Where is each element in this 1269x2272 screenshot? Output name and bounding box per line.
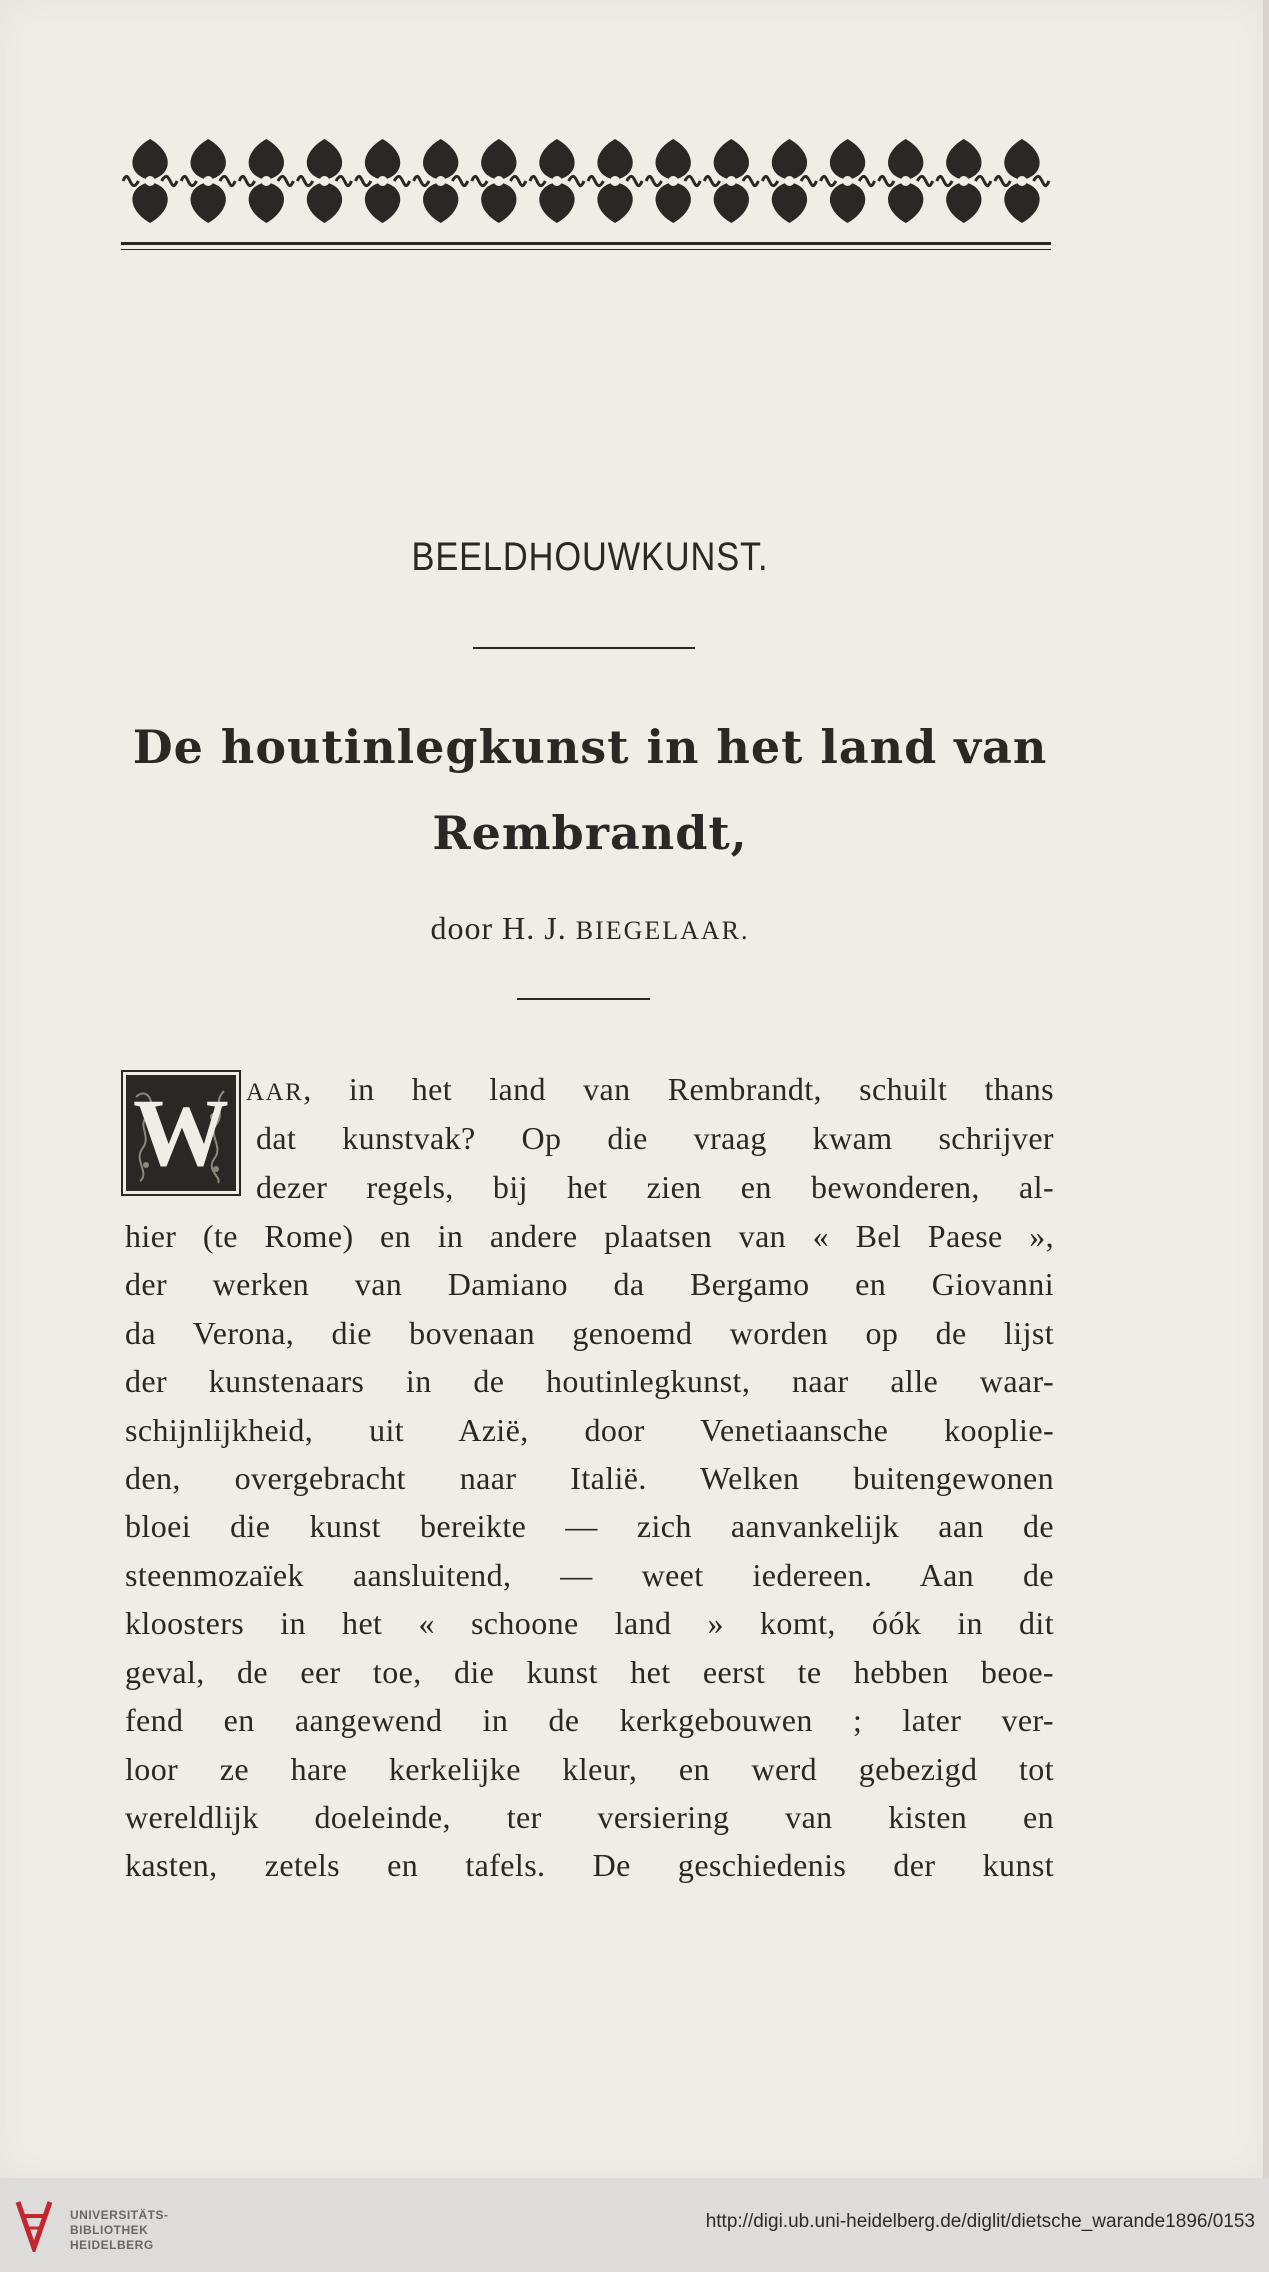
decorated-initial [126, 1075, 236, 1191]
ornament-motif [414, 139, 468, 223]
library-name-line-3: HEIDELBERG [70, 2238, 154, 2252]
body-line [246, 1069, 1054, 1113]
ornamental-header-band [121, 135, 1051, 227]
article-title-line-1: De houtinlegkunst in het land van [132, 720, 1048, 774]
ornament-motif [646, 139, 700, 223]
article-title-line-2: Rembrandt, [432, 806, 748, 860]
first-line-rest: , in het land van Rembrandt, schuilt thans [303, 1071, 1054, 1107]
ornament-rule-thick [121, 242, 1051, 245]
ornament-motif [181, 139, 235, 223]
ornament-motif [530, 139, 584, 223]
body-line: dat kunstvak? Op die vraag kwam schrijver [256, 1120, 1054, 1156]
viewer-footer [0, 2178, 1269, 2272]
body-line: da Verona, die bovenaan genoemd worden op de lijst [125, 1315, 1054, 1351]
ornament-motif [995, 139, 1049, 223]
body-line: dezer regels, bij het zien en bewonderen, al- [256, 1169, 1054, 1205]
ornament-motif [588, 139, 642, 223]
library-name-line-1: UNIVERSITÄTS- [70, 2208, 169, 2222]
body-line: der werken van Damiano da Bergamo en Giovanni [125, 1266, 1054, 1302]
body-line: steenmozaïek aansluitend, — weet iedereen. Aan de [125, 1557, 1054, 1593]
body-line: wereldlijk doeleinde, ter versiering van kisten en [125, 1799, 1054, 1835]
ornament-motif [239, 139, 293, 223]
author-name: BIEGELAAR. [575, 916, 750, 945]
ornament-motif [123, 139, 177, 223]
ornament-motif [879, 139, 933, 223]
body-line: hier (te Rome) en in andere plaatsen van « Bel Paese », [125, 1218, 1054, 1254]
byline-divider-rule [517, 998, 650, 1000]
ornament-rule-thin [121, 249, 1051, 250]
body-line: kloosters in het « schoone land » komt, óók in dit [125, 1605, 1054, 1641]
body-line: schijnlijkheid, uit Azië, door Venetiaansche kooplie- [125, 1412, 1054, 1448]
ornament-motif [704, 139, 758, 223]
body-line: geval, de eer toe, die kunst het eerst te hebben beoe- [125, 1654, 1054, 1690]
body-line: fend en aangewend in de kerkgebouwen ; later ver- [125, 1702, 1054, 1738]
university-library-logo-icon[interactable] [12, 2198, 56, 2252]
first-word-caps: AAR [246, 1079, 304, 1106]
heading-divider-rule [473, 647, 695, 649]
permalink-url[interactable]: http://digi.ub.uni-heidelberg.de/diglit/dietsche_warande1896/0153 [705, 2211, 1255, 2232]
ornament-motif [356, 139, 410, 223]
ornament-motif [297, 139, 351, 223]
body-line: kasten, zetels en tafels. De geschiedenis der kunst [125, 1847, 1054, 1883]
byline-prefix: door H. J. [430, 910, 576, 946]
body-line: loor ze hare kerkelijke kleur, en werd gebezigd tot [125, 1751, 1054, 1787]
body-line: den, overgebracht naar Italië. Welken buitengewonen [125, 1460, 1054, 1496]
library-name-line-2: BIBLIOTHEK [70, 2223, 149, 2237]
author-byline [0, 910, 1180, 947]
ornament-motif [762, 139, 816, 223]
body-line: der kunstenaars in de houtinlegkunst, naar alle waar- [125, 1363, 1054, 1399]
body-line: bloei die kunst bereikte — zich aanvankelijk aan de [125, 1508, 1054, 1544]
ornament-motif [937, 139, 991, 223]
page-edge-shadow [1263, 0, 1269, 2178]
section-heading: BEELDHOUWKUNST. [411, 535, 769, 579]
initial-letter: W [133, 1079, 229, 1186]
ornament-motif [821, 139, 875, 223]
ornament-motif [472, 139, 526, 223]
